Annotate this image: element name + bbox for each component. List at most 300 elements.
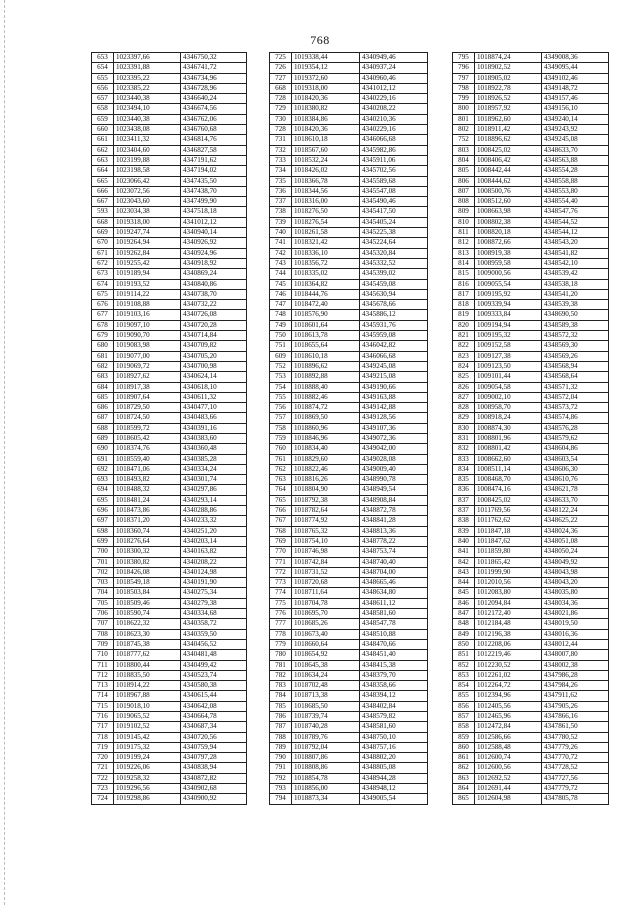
x-coordinate-cell: 1012604,98	[475, 794, 542, 804]
point-number-cell: 687	[92, 413, 114, 423]
y-coordinate-cell: 4348539,42	[542, 269, 609, 279]
table-row	[92, 619, 247, 629]
point-number-cell: 770	[270, 547, 292, 557]
point-number-cell: 752	[453, 135, 475, 145]
y-coordinate-cell: 4347861,50	[542, 722, 609, 732]
x-coordinate-cell: 1018276,50	[292, 207, 360, 217]
table-row	[270, 567, 428, 577]
point-number-cell: 666	[92, 186, 114, 196]
y-coordinate-cell: 4346066,68	[360, 351, 428, 361]
y-coordinate-cell: 4340483,66	[181, 413, 247, 423]
y-coordinate-cell: 4347905,26	[542, 701, 609, 711]
y-coordinate-cell: 4346734,96	[181, 73, 247, 83]
y-coordinate-cell: 4348470,66	[360, 639, 428, 649]
point-number-cell: 752	[270, 361, 292, 371]
y-coordinate-cell: 4348544,52	[542, 217, 609, 227]
y-coordinate-cell: 4348603,54	[542, 454, 609, 464]
x-coordinate-cell: 1012230,52	[475, 660, 542, 670]
point-number-cell: 836	[453, 485, 475, 495]
point-number-cell: 728	[270, 125, 292, 135]
x-coordinate-cell: 1012083,80	[475, 588, 542, 598]
table-row	[92, 207, 247, 217]
y-coordinate-cell: 4345589,68	[360, 176, 428, 186]
y-coordinate-cell: 4348541,82	[542, 248, 609, 258]
y-coordinate-cell: 4345911,06	[360, 155, 428, 165]
y-coordinate-cell: 4340960,46	[360, 73, 428, 83]
table-row	[92, 269, 247, 279]
point-number-cell: 654	[92, 63, 114, 73]
table-row	[453, 125, 609, 135]
point-number-cell: 862	[453, 763, 475, 773]
point-number-cell: 803	[453, 145, 475, 155]
table-row	[92, 248, 247, 258]
x-coordinate-cell: 1018276,54	[292, 217, 360, 227]
x-coordinate-cell: 1023404,60	[114, 145, 181, 155]
table-row	[92, 629, 247, 639]
y-coordinate-cell: 4346674,56	[181, 104, 247, 114]
y-coordinate-cell: 4340902,68	[181, 784, 247, 794]
y-coordinate-cell: 4349245,08	[542, 135, 609, 145]
point-number-cell: 779	[270, 639, 292, 649]
x-coordinate-cell: 1018829,60	[292, 454, 360, 464]
y-coordinate-cell: 4349072,36	[360, 433, 428, 443]
x-coordinate-cell: 1019018,10	[114, 701, 181, 711]
x-coordinate-cell: 1018364,82	[292, 279, 360, 289]
point-number-cell: 798	[453, 83, 475, 93]
point-number-cell: 845	[453, 588, 475, 598]
x-coordinate-cell: 1019247,74	[114, 228, 181, 238]
table-row	[92, 732, 247, 742]
y-coordinate-cell: 4348690,50	[542, 310, 609, 320]
table-row	[453, 392, 609, 402]
y-coordinate-cell: 4340301,74	[181, 475, 247, 485]
y-coordinate-cell: 4348908,84	[360, 495, 428, 505]
point-number-cell: 822	[453, 341, 475, 351]
point-number-cell: 771	[270, 557, 292, 567]
point-number-cell: 856	[453, 701, 475, 711]
y-coordinate-cell: 4341012,12	[360, 83, 428, 93]
table-row	[92, 526, 247, 536]
y-coordinate-cell: 4348122,24	[542, 506, 609, 516]
point-number-cell: 839	[453, 526, 475, 536]
table-row	[453, 372, 609, 382]
y-coordinate-cell: 4348569,30	[542, 341, 609, 351]
table-row	[270, 413, 428, 423]
table-row	[453, 506, 609, 516]
point-number-cell: 733	[270, 155, 292, 165]
y-coordinate-cell: 4348043,20	[542, 578, 609, 588]
y-coordinate-cell: 4347770,72	[542, 753, 609, 763]
point-number-cell: 694	[92, 485, 114, 495]
x-coordinate-cell: 1018426,02	[292, 166, 360, 176]
y-coordinate-cell: 4349245,08	[360, 361, 428, 371]
point-number-cell: 684	[92, 382, 114, 392]
y-coordinate-cell: 4340288,86	[181, 506, 247, 516]
x-coordinate-cell: 1012600,56	[475, 763, 542, 773]
table-row	[453, 413, 609, 423]
x-coordinate-cell: 1011859,80	[475, 547, 542, 557]
table-row	[270, 94, 428, 104]
table-row	[270, 742, 428, 752]
x-coordinate-cell: 1008801,96	[475, 433, 542, 443]
point-number-cell: 653	[92, 53, 114, 63]
table-row	[270, 73, 428, 83]
y-coordinate-cell: 4348606,30	[542, 464, 609, 474]
y-coordinate-cell: 4340233,32	[181, 516, 247, 526]
point-number-cell: 793	[270, 784, 292, 794]
x-coordinate-cell: 1018869,50	[292, 413, 360, 423]
y-coordinate-cell: 4349102,46	[542, 73, 609, 83]
point-number-cell: 813	[453, 248, 475, 258]
table-row	[92, 753, 247, 763]
y-coordinate-cell: 4340360,48	[181, 444, 247, 454]
y-coordinate-cell: 4348813,36	[360, 526, 428, 536]
y-coordinate-cell: 4348589,38	[542, 320, 609, 330]
x-coordinate-cell: 1018695,70	[292, 609, 360, 619]
y-coordinate-cell: 4348021,86	[542, 609, 609, 619]
x-coordinate-cell: 1019077,00	[114, 351, 181, 361]
point-number-cell: 742	[270, 248, 292, 258]
x-coordinate-cell: 1018488,32	[114, 485, 181, 495]
point-number-cell: 750	[270, 331, 292, 341]
page-number: 768	[310, 33, 330, 47]
y-coordinate-cell: 4349243,92	[542, 125, 609, 135]
y-coordinate-cell: 4348002,38	[542, 660, 609, 670]
point-number-cell: 850	[453, 639, 475, 649]
table-row	[453, 536, 609, 546]
point-number-cell: 695	[92, 495, 114, 505]
x-coordinate-cell: 1018336,10	[292, 248, 360, 258]
point-number-cell: 722	[92, 773, 114, 783]
table-row	[270, 598, 428, 608]
x-coordinate-cell: 1018473,86	[114, 506, 181, 516]
table-row	[270, 382, 428, 392]
y-coordinate-cell: 4340872,82	[181, 773, 247, 783]
y-coordinate-cell: 4340124,98	[181, 567, 247, 577]
y-coordinate-cell: 4347499,90	[181, 197, 247, 207]
table-row	[92, 681, 247, 691]
x-coordinate-cell: 1012196,38	[475, 629, 542, 639]
point-number-cell: 817	[453, 289, 475, 299]
table-row	[453, 547, 609, 557]
table-row	[92, 217, 247, 227]
point-number-cell: 861	[453, 753, 475, 763]
table-row	[453, 516, 609, 526]
x-coordinate-cell: 1023199,88	[114, 155, 181, 165]
y-coordinate-cell: 4340191,90	[181, 578, 247, 588]
point-number-cell: 781	[270, 660, 292, 670]
point-number-cell: 763	[270, 475, 292, 485]
point-number-cell: 697	[92, 516, 114, 526]
y-coordinate-cell: 4346741,72	[181, 63, 247, 73]
x-coordinate-cell: 1023494,10	[114, 104, 181, 114]
table-row	[92, 341, 247, 351]
point-number-cell: 736	[270, 186, 292, 196]
table-row	[92, 331, 247, 341]
x-coordinate-cell: 1018922,78	[475, 83, 542, 93]
x-coordinate-cell: 1018567,60	[292, 145, 360, 155]
point-number-cell: 734	[270, 166, 292, 176]
y-coordinate-cell: 4340611,32	[181, 392, 247, 402]
point-number-cell: 715	[92, 701, 114, 711]
table-row	[92, 578, 247, 588]
point-number-cell: 663	[92, 155, 114, 165]
y-coordinate-cell: 4348625,22	[542, 516, 609, 526]
table-row	[270, 794, 428, 804]
table-row	[453, 258, 609, 268]
table-row	[270, 114, 428, 124]
table-row	[453, 794, 609, 804]
table-row	[92, 238, 247, 248]
x-coordinate-cell: 1018660,64	[292, 639, 360, 649]
table-row	[92, 712, 247, 722]
x-coordinate-cell: 1023397,66	[114, 53, 181, 63]
table-row	[453, 567, 609, 577]
point-number-cell: 821	[453, 331, 475, 341]
x-coordinate-cell: 1008500,76	[475, 186, 542, 196]
x-coordinate-cell: 1012261,02	[475, 670, 542, 680]
point-number-cell: 814	[453, 258, 475, 268]
table-row	[270, 186, 428, 196]
point-number-cell: 786	[270, 712, 292, 722]
point-number-cell: 754	[270, 382, 292, 392]
y-coordinate-cell: 4348579,62	[542, 433, 609, 443]
x-coordinate-cell: 1018967,88	[114, 691, 181, 701]
y-coordinate-cell: 4349163,88	[360, 392, 428, 402]
y-coordinate-cell: 4348576,28	[542, 423, 609, 433]
table-row	[92, 166, 247, 176]
x-coordinate-cell: 1019069,72	[114, 361, 181, 371]
y-coordinate-cell: 4348553,80	[542, 186, 609, 196]
point-number-cell: 751	[270, 341, 292, 351]
point-number-cell: 784	[270, 691, 292, 701]
x-coordinate-cell: 1008820,18	[475, 228, 542, 238]
table-row	[453, 238, 609, 248]
point-number-cell: 778	[270, 629, 292, 639]
y-coordinate-cell: 4348568,94	[542, 361, 609, 371]
point-number-cell: 668	[270, 83, 292, 93]
table-row	[270, 53, 428, 63]
point-number-cell: 749	[270, 320, 292, 330]
point-number-cell: 738	[270, 207, 292, 217]
point-number-cell: 809	[453, 207, 475, 217]
point-number-cell: 785	[270, 701, 292, 711]
y-coordinate-cell: 4347438,70	[181, 186, 247, 196]
table-row	[453, 712, 609, 722]
y-coordinate-cell: 4348050,24	[542, 547, 609, 557]
y-coordinate-cell: 4348539,38	[542, 300, 609, 310]
y-coordinate-cell: 4340700,98	[181, 361, 247, 371]
table-row	[453, 701, 609, 711]
point-number-cell: 824	[453, 361, 475, 371]
x-coordinate-cell: 1018860,96	[292, 423, 360, 433]
table-row	[270, 372, 428, 382]
y-coordinate-cell: 4340720,56	[181, 732, 247, 742]
x-coordinate-cell: 1012600,74	[475, 753, 542, 763]
y-coordinate-cell: 4340293,14	[181, 495, 247, 505]
table-row	[92, 73, 247, 83]
table-row	[453, 186, 609, 196]
x-coordinate-cell: 1023198,58	[114, 166, 181, 176]
table-row	[92, 53, 247, 63]
y-coordinate-cell: 4340523,74	[181, 670, 247, 680]
point-number-cell: 708	[92, 629, 114, 639]
table-row	[453, 289, 609, 299]
point-number-cell: 740	[270, 228, 292, 238]
table-row	[453, 763, 609, 773]
x-coordinate-cell: 1019199,24	[114, 753, 181, 763]
point-number-cell: 676	[92, 300, 114, 310]
point-number-cell: 741	[270, 238, 292, 248]
table-row	[270, 197, 428, 207]
x-coordinate-cell: 1012472,84	[475, 722, 542, 732]
x-coordinate-cell: 1018503,84	[114, 588, 181, 598]
x-coordinate-cell: 1018655,64	[292, 341, 360, 351]
point-number-cell: 802	[453, 125, 475, 135]
x-coordinate-cell: 1008918,24	[475, 413, 542, 423]
table-row	[270, 732, 428, 742]
point-number-cell: 656	[92, 83, 114, 93]
table-row	[270, 392, 428, 402]
point-number-cell: 727	[270, 73, 292, 83]
table-row	[453, 650, 609, 660]
table-row	[270, 516, 428, 526]
y-coordinate-cell: 4348358,66	[360, 681, 428, 691]
point-number-cell: 675	[92, 289, 114, 299]
table-row	[270, 104, 428, 114]
table-row	[270, 310, 428, 320]
table-row	[453, 300, 609, 310]
point-number-cell: 801	[453, 114, 475, 124]
x-coordinate-cell: 1018724,50	[114, 413, 181, 423]
point-number-cell: 789	[270, 742, 292, 752]
x-coordinate-cell: 1018917,38	[114, 382, 181, 392]
point-number-cell: 833	[453, 454, 475, 464]
x-coordinate-cell: 1019226,06	[114, 763, 181, 773]
table-row	[92, 300, 247, 310]
x-coordinate-cell: 1018420,36	[292, 94, 360, 104]
x-coordinate-cell: 1019264,94	[114, 238, 181, 248]
x-coordinate-cell: 1018874,24	[475, 53, 542, 63]
y-coordinate-cell: 4340208,22	[181, 557, 247, 567]
x-coordinate-cell: 1018927,62	[114, 372, 181, 382]
x-coordinate-cell: 1018905,02	[475, 73, 542, 83]
table-row	[453, 73, 609, 83]
point-number-cell: 782	[270, 670, 292, 680]
y-coordinate-cell: 4346728,96	[181, 83, 247, 93]
x-coordinate-cell: 1011865,42	[475, 557, 542, 567]
x-coordinate-cell: 1018792,38	[292, 495, 360, 505]
table-row	[270, 207, 428, 217]
x-coordinate-cell: 1019296,56	[114, 784, 181, 794]
point-number-cell: 838	[453, 516, 475, 526]
table-row	[92, 94, 247, 104]
x-coordinate-cell: 1018854,78	[292, 773, 360, 783]
table-row	[92, 289, 247, 299]
point-number-cell: 737	[270, 197, 292, 207]
y-coordinate-cell: 4340900,92	[181, 794, 247, 804]
point-number-cell: 835	[453, 475, 475, 485]
table-row	[453, 114, 609, 124]
x-coordinate-cell: 1018276,64	[114, 536, 181, 546]
point-number-cell: 747	[270, 300, 292, 310]
x-coordinate-cell: 1019354,12	[292, 63, 360, 73]
point-number-cell: 855	[453, 691, 475, 701]
y-coordinate-cell: 4348007,80	[542, 650, 609, 660]
x-coordinate-cell: 1018926,52	[475, 94, 542, 104]
x-coordinate-cell: 1018420,36	[292, 125, 360, 135]
y-coordinate-cell: 4340949,46	[360, 53, 428, 63]
y-coordinate-cell: 4340334,24	[181, 464, 247, 474]
table-row	[453, 228, 609, 238]
point-number-cell: 728	[270, 94, 292, 104]
y-coordinate-cell: 4345630,94	[360, 289, 428, 299]
table-row	[92, 485, 247, 495]
x-coordinate-cell: 1009152,58	[475, 341, 542, 351]
table-row	[270, 125, 428, 135]
x-coordinate-cell: 1018685,26	[292, 619, 360, 629]
point-number-cell: 711	[92, 660, 114, 670]
page-edge-line	[4, 0, 5, 905]
y-coordinate-cell: 4348665,46	[360, 578, 428, 588]
y-coordinate-cell: 4349008,36	[542, 53, 609, 63]
x-coordinate-cell: 1008919,38	[475, 248, 542, 258]
table-row	[453, 135, 609, 145]
x-coordinate-cell: 1018711,64	[292, 588, 360, 598]
x-coordinate-cell: 1018962,60	[475, 114, 542, 124]
point-number-cell: 815	[453, 269, 475, 279]
point-number-cell: 795	[453, 53, 475, 63]
point-number-cell: 702	[92, 567, 114, 577]
point-number-cell: 704	[92, 588, 114, 598]
table-row	[270, 166, 428, 176]
x-coordinate-cell: 1012219,46	[475, 650, 542, 660]
x-coordinate-cell: 1023440,38	[114, 114, 181, 124]
table-row	[92, 454, 247, 464]
x-coordinate-cell: 1018902,52	[475, 63, 542, 73]
table-row	[270, 526, 428, 536]
x-coordinate-cell: 1018599,72	[114, 423, 181, 433]
x-coordinate-cell: 1019193,52	[114, 279, 181, 289]
y-coordinate-cell: 4348944,28	[360, 773, 428, 783]
table-row	[453, 681, 609, 691]
table-row	[270, 619, 428, 629]
y-coordinate-cell: 4340499,42	[181, 660, 247, 670]
y-coordinate-cell: 4348035,80	[542, 588, 609, 598]
table-row	[453, 475, 609, 485]
table-row	[270, 722, 428, 732]
x-coordinate-cell: 1008874,30	[475, 423, 542, 433]
table-row	[453, 341, 609, 351]
y-coordinate-cell: 4340705,20	[181, 351, 247, 361]
x-coordinate-cell: 1018366,78	[292, 176, 360, 186]
x-coordinate-cell: 1018426,08	[114, 567, 181, 577]
table-row	[92, 125, 247, 135]
x-coordinate-cell: 1019262,84	[114, 248, 181, 258]
y-coordinate-cell: 4340251,20	[181, 526, 247, 536]
y-coordinate-cell: 4346750,32	[181, 53, 247, 63]
table-row	[270, 258, 428, 268]
point-number-cell: 825	[453, 372, 475, 382]
table-row	[92, 279, 247, 289]
table-row	[270, 341, 428, 351]
point-number-cell: 721	[92, 763, 114, 773]
point-number-cell: 723	[92, 784, 114, 794]
x-coordinate-cell: 1008662,60	[475, 454, 542, 464]
x-coordinate-cell: 1023385,22	[114, 83, 181, 93]
table-row	[453, 63, 609, 73]
point-number-cell: 681	[92, 351, 114, 361]
